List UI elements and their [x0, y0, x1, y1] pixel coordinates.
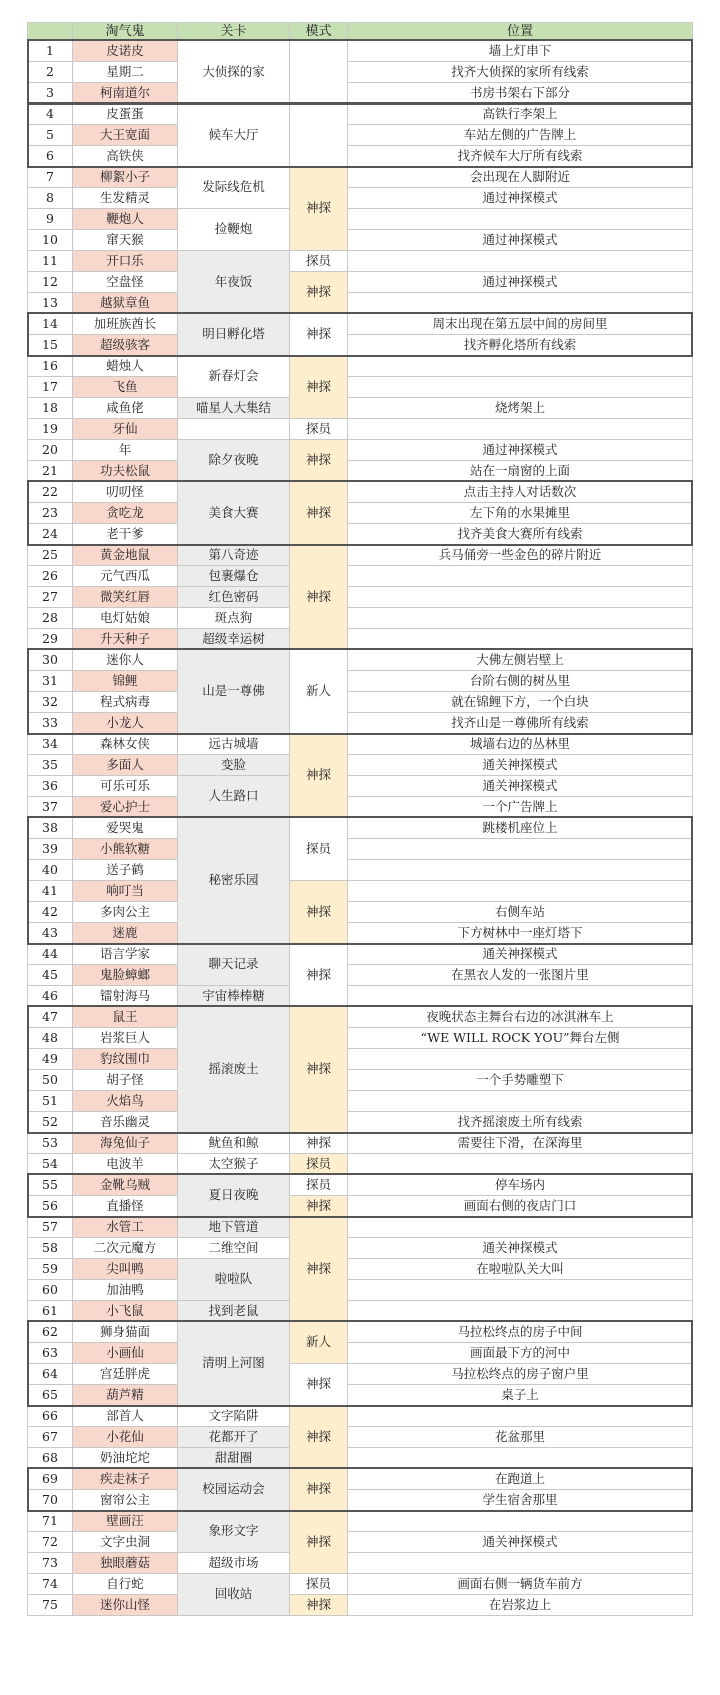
mode-label: 新人 — [289, 1321, 348, 1364]
level-name: 超级市场 — [177, 1552, 290, 1574]
ghost-name: 鼠王 — [72, 1006, 178, 1028]
level-name: 太空猴子 — [177, 1153, 290, 1175]
row-number: 12 — [27, 271, 73, 293]
ghost-name: 皮蛋蛋 — [72, 103, 178, 125]
level-name: 甜甜圈 — [177, 1447, 290, 1469]
row-number: 56 — [27, 1195, 73, 1217]
ghost-name: 葫芦精 — [72, 1384, 178, 1406]
level-name — [177, 418, 290, 440]
ghost-name: 小熊软糖 — [72, 838, 178, 860]
level-name: 山是一尊佛 — [177, 649, 290, 734]
location-text: 台阶右侧的树丛里 — [347, 670, 693, 692]
mode-label: 探员 — [289, 418, 348, 440]
ghost-name: 宫廷胖虎 — [72, 1363, 178, 1385]
row-number: 42 — [27, 901, 73, 923]
ghost-name: 电波羊 — [72, 1153, 178, 1175]
location-text — [347, 1552, 693, 1574]
ghost-name: 多面人 — [72, 754, 178, 776]
location-text: 找齐美食大赛所有线索 — [347, 523, 693, 545]
location-text — [347, 418, 693, 440]
row-number: 25 — [27, 544, 73, 566]
level-name: 大侦探的家 — [177, 40, 290, 104]
row-number: 19 — [27, 418, 73, 440]
ghost-name: 加油鸭 — [72, 1279, 178, 1301]
location-text: 车站左侧的广告牌上 — [347, 124, 693, 146]
ghost-name: 尖叫鸭 — [72, 1258, 178, 1280]
ghost-name: 窜天猴 — [72, 229, 178, 251]
location-text: 需要往下滑，在深海里 — [347, 1132, 693, 1154]
row-number: 4 — [27, 103, 73, 125]
row-number: 8 — [27, 187, 73, 209]
row-number: 27 — [27, 586, 73, 608]
location-text: 在黑衣人发的一张图片里 — [347, 964, 693, 986]
level-name: 鱿鱼和鲸 — [177, 1132, 290, 1154]
mode-label — [289, 40, 348, 104]
location-text: 站在一扇窗的上面 — [347, 460, 693, 482]
ghost-name: 电灯姑娘 — [72, 607, 178, 629]
row-number: 65 — [27, 1384, 73, 1406]
row-number: 20 — [27, 439, 73, 461]
ghost-name: 小花仙 — [72, 1426, 178, 1448]
header-ghost: 淘气鬼 — [72, 22, 178, 41]
row-number: 16 — [27, 355, 73, 377]
row-number: 60 — [27, 1279, 73, 1301]
row-number: 74 — [27, 1573, 73, 1595]
level-name: 美食大赛 — [177, 481, 290, 545]
row-number: 54 — [27, 1153, 73, 1175]
location-text — [347, 1510, 693, 1532]
ghost-name: 咸鱼佬 — [72, 397, 178, 419]
row-number: 59 — [27, 1258, 73, 1280]
mode-label: 神探 — [289, 271, 348, 314]
row-number: 49 — [27, 1048, 73, 1070]
ghost-name: 迷你人 — [72, 649, 178, 671]
level-name: 包裹爆仓 — [177, 565, 290, 587]
level-name: 宇宙棒棒糖 — [177, 985, 290, 1007]
location-text — [347, 628, 693, 650]
ghost-name: 加班族酋长 — [72, 313, 178, 335]
location-text: 找齐摇滚废土所有线索 — [347, 1111, 693, 1133]
mode-label: 神探 — [289, 1468, 348, 1511]
location-text — [347, 859, 693, 881]
location-text: 烧烤架上 — [347, 397, 693, 419]
location-text: 通关神探模式 — [347, 775, 693, 797]
row-number: 43 — [27, 922, 73, 944]
location-text: 书房书架右下部分 — [347, 82, 693, 104]
level-name: 二维空间 — [177, 1237, 290, 1259]
row-number: 22 — [27, 481, 73, 503]
mode-label: 神探 — [289, 733, 348, 818]
header-location: 位置 — [347, 22, 693, 41]
ghost-name: 海兔仙子 — [72, 1132, 178, 1154]
row-number: 51 — [27, 1090, 73, 1112]
level-name: 花都开了 — [177, 1426, 290, 1448]
level-name: 秘密乐园 — [177, 817, 290, 944]
location-text: 一个广告牌上 — [347, 796, 693, 818]
ghost-name: 镭射海马 — [72, 985, 178, 1007]
location-text — [347, 376, 693, 398]
location-text: 点击主持人对话数次 — [347, 481, 693, 503]
ghost-name: 黄金地鼠 — [72, 544, 178, 566]
level-name: 第八奇迹 — [177, 544, 290, 566]
level-name: 校园运动会 — [177, 1468, 290, 1511]
ghost-name: 叨叨怪 — [72, 481, 178, 503]
row-number: 40 — [27, 859, 73, 881]
mode-label: 神探 — [289, 439, 348, 482]
level-name: 变脸 — [177, 754, 290, 776]
ghost-name: 疾走袜子 — [72, 1468, 178, 1490]
row-number: 24 — [27, 523, 73, 545]
row-number: 47 — [27, 1006, 73, 1028]
ghost-name: 独眼蘑菇 — [72, 1552, 178, 1574]
location-text: 画面右侧的夜店门口 — [347, 1195, 693, 1217]
row-number: 68 — [27, 1447, 73, 1469]
ghost-name: 文字虫洞 — [72, 1531, 178, 1553]
ghost-name: 星期二 — [72, 61, 178, 83]
row-number: 73 — [27, 1552, 73, 1574]
ghost-name: 金靴乌贼 — [72, 1174, 178, 1196]
ghost-name: 直播怪 — [72, 1195, 178, 1217]
location-text: 通关神探模式 — [347, 754, 693, 776]
level-name: 清明上河图 — [177, 1321, 290, 1406]
row-number: 64 — [27, 1363, 73, 1385]
location-text: 通关神探模式 — [347, 1237, 693, 1259]
row-number: 13 — [27, 292, 73, 314]
ghost-name: 飞鱼 — [72, 376, 178, 398]
location-text: 通过神探模式 — [347, 271, 693, 293]
mode-label: 探员 — [289, 1153, 348, 1175]
row-number: 5 — [27, 124, 73, 146]
level-name: 夏日夜晚 — [177, 1174, 290, 1217]
ghost-name: 豹纹围巾 — [72, 1048, 178, 1070]
ghost-name: 程式病毒 — [72, 691, 178, 713]
ghost-name: 超级骇客 — [72, 334, 178, 356]
level-name: 捡鞭炮 — [177, 208, 290, 251]
mode-label: 神探 — [289, 1006, 348, 1133]
location-text: 画面最下方的河中 — [347, 1342, 693, 1364]
row-number: 52 — [27, 1111, 73, 1133]
ghost-name: 功夫松鼠 — [72, 460, 178, 482]
row-number: 75 — [27, 1594, 73, 1616]
ghost-name: 蜡烛人 — [72, 355, 178, 377]
location-text: 停车场内 — [347, 1174, 693, 1196]
row-number: 2 — [27, 61, 73, 83]
location-text: 找齐山是一尊佛所有线索 — [347, 712, 693, 734]
row-number: 66 — [27, 1405, 73, 1427]
location-text — [347, 1279, 693, 1301]
mode-label: 神探 — [289, 481, 348, 545]
location-text — [347, 838, 693, 860]
level-name: 聊天记录 — [177, 943, 290, 986]
mode-label: 神探 — [289, 313, 348, 356]
level-name: 斑点狗 — [177, 607, 290, 629]
ghost-name: 水管工 — [72, 1216, 178, 1238]
level-name: 红色密码 — [177, 586, 290, 608]
row-number: 11 — [27, 250, 73, 272]
ghost-name: 开口乐 — [72, 250, 178, 272]
header-num — [27, 22, 73, 41]
location-text: 通关神探模式 — [347, 943, 693, 965]
ghost-name: 爱哭鬼 — [72, 817, 178, 839]
location-text: 花盆那里 — [347, 1426, 693, 1448]
row-number: 10 — [27, 229, 73, 251]
location-text — [347, 355, 693, 377]
location-text: 找齐孵化塔所有线索 — [347, 334, 693, 356]
mode-label: 神探 — [289, 1363, 348, 1406]
location-text: 下方树林中一座灯塔下 — [347, 922, 693, 944]
location-text: 马拉松终点的房子窗户里 — [347, 1363, 693, 1385]
mode-label: 探员 — [289, 1573, 348, 1595]
mode-label: 探员 — [289, 1174, 348, 1196]
level-name: 回收站 — [177, 1573, 290, 1616]
mode-label: 神探 — [289, 1216, 348, 1322]
location-text: 大佛左侧岩壁上 — [347, 649, 693, 671]
row-number: 37 — [27, 796, 73, 818]
header-level: 关卡 — [177, 22, 290, 41]
ghost-name: 越狱章鱼 — [72, 292, 178, 314]
ghost-name: 可乐可乐 — [72, 775, 178, 797]
location-text: “WE WILL ROCK YOU”舞台左侧 — [347, 1027, 693, 1049]
ghost-name: 牙仙 — [72, 418, 178, 440]
ghost-name: 多肉公主 — [72, 901, 178, 923]
ghost-name: 爱心护士 — [72, 796, 178, 818]
row-number: 62 — [27, 1321, 73, 1343]
location-text — [347, 985, 693, 1007]
location-text: 右侧车站 — [347, 901, 693, 923]
row-number: 29 — [27, 628, 73, 650]
ghost-name: 年 — [72, 439, 178, 461]
row-number: 1 — [27, 40, 73, 62]
ghost-name: 生发精灵 — [72, 187, 178, 209]
ghost-name: 锦鲤 — [72, 670, 178, 692]
ghost-name: 语言学家 — [72, 943, 178, 965]
level-name: 明日孵化塔 — [177, 313, 290, 356]
level-name: 人生路口 — [177, 775, 290, 818]
row-number: 41 — [27, 880, 73, 902]
row-number: 58 — [27, 1237, 73, 1259]
mode-label: 神探 — [289, 355, 348, 419]
location-text: 会出现在人脚附近 — [347, 166, 693, 188]
level-name: 摇滚废土 — [177, 1006, 290, 1133]
location-text: 通关神探模式 — [347, 1531, 693, 1553]
location-text: 桌子上 — [347, 1384, 693, 1406]
mode-label: 神探 — [289, 166, 348, 251]
mode-label: 神探 — [289, 880, 348, 944]
ghost-name: 胡子怪 — [72, 1069, 178, 1091]
location-text: 通过神探模式 — [347, 187, 693, 209]
row-number: 32 — [27, 691, 73, 713]
ghost-name: 空盘怪 — [72, 271, 178, 293]
row-number: 55 — [27, 1174, 73, 1196]
row-number: 72 — [27, 1531, 73, 1553]
ghost-name: 柯南道尔 — [72, 82, 178, 104]
row-number: 61 — [27, 1300, 73, 1322]
row-number: 34 — [27, 733, 73, 755]
row-number: 9 — [27, 208, 73, 230]
row-number: 46 — [27, 985, 73, 1007]
location-text — [347, 607, 693, 629]
location-text: 左下角的水果摊里 — [347, 502, 693, 524]
mode-label: 探员 — [289, 250, 348, 272]
location-text — [347, 1153, 693, 1175]
row-number: 50 — [27, 1069, 73, 1091]
row-number: 31 — [27, 670, 73, 692]
header-mode: 模式 — [289, 22, 348, 41]
location-text — [347, 1300, 693, 1322]
location-text — [347, 208, 693, 230]
row-number: 53 — [27, 1132, 73, 1154]
location-text — [347, 1048, 693, 1070]
level-name: 啦啦队 — [177, 1258, 290, 1301]
row-number: 23 — [27, 502, 73, 524]
row-number: 67 — [27, 1426, 73, 1448]
row-number: 48 — [27, 1027, 73, 1049]
ghost-name: 升天种子 — [72, 628, 178, 650]
level-name: 远古城墙 — [177, 733, 290, 755]
ghost-name: 森林女侠 — [72, 733, 178, 755]
location-text — [347, 1090, 693, 1112]
location-text: 通过神探模式 — [347, 229, 693, 251]
location-text — [347, 292, 693, 314]
location-text: 墙上灯串下 — [347, 40, 693, 62]
mode-label: 探员 — [289, 817, 348, 881]
row-number: 30 — [27, 649, 73, 671]
row-number: 14 — [27, 313, 73, 335]
ghost-name: 大王宽面 — [72, 124, 178, 146]
level-name: 候车大厅 — [177, 103, 290, 167]
ghost-name: 岩浆巨人 — [72, 1027, 178, 1049]
row-number: 63 — [27, 1342, 73, 1364]
row-number: 17 — [27, 376, 73, 398]
location-text: 找齐大侦探的家所有线索 — [347, 61, 693, 83]
row-number: 45 — [27, 964, 73, 986]
location-text: 兵马俑旁一些金色的碎片附近 — [347, 544, 693, 566]
ghost-name: 柳絮小子 — [72, 166, 178, 188]
location-text: 在岩浆边上 — [347, 1594, 693, 1616]
location-text — [347, 1216, 693, 1238]
row-number: 21 — [27, 460, 73, 482]
location-text: 通过神探模式 — [347, 439, 693, 461]
location-text — [347, 880, 693, 902]
ghost-name: 贪吃龙 — [72, 502, 178, 524]
location-text: 找齐候车大厅所有线索 — [347, 145, 693, 167]
row-number: 15 — [27, 334, 73, 356]
ghost-name: 迷鹿 — [72, 922, 178, 944]
ghost-name: 小飞鼠 — [72, 1300, 178, 1322]
location-text: 跳楼机座位上 — [347, 817, 693, 839]
location-text: 夜晚状态主舞台右边的冰淇淋车上 — [347, 1006, 693, 1028]
row-number: 44 — [27, 943, 73, 965]
level-name: 除夕夜晚 — [177, 439, 290, 482]
row-number: 35 — [27, 754, 73, 776]
location-text — [347, 565, 693, 587]
ghost-name: 自行蛇 — [72, 1573, 178, 1595]
ghost-name: 送子鹤 — [72, 859, 178, 881]
ghost-name: 迷你山怪 — [72, 1594, 178, 1616]
ghost-name: 微笑红唇 — [72, 586, 178, 608]
mode-label: 神探 — [289, 1405, 348, 1469]
ghost-name: 小画仙 — [72, 1342, 178, 1364]
ghost-name: 部首人 — [72, 1405, 178, 1427]
row-number: 3 — [27, 82, 73, 104]
location-text: 周末出现在第五层中间的房间里 — [347, 313, 693, 335]
level-name: 喵星人大集结 — [177, 397, 290, 419]
ghost-name: 狮身猫面 — [72, 1321, 178, 1343]
mode-label — [289, 103, 348, 167]
ghost-name: 皮诺皮 — [72, 40, 178, 62]
ghost-table — [27, 22, 692, 1652]
location-text: 马拉松终点的房子中间 — [347, 1321, 693, 1343]
mode-label: 神探 — [289, 1510, 348, 1574]
location-text: 就在锦鲤下方，一个白块 — [347, 691, 693, 713]
location-text: 学生宿舍那里 — [347, 1489, 693, 1511]
location-text: 一个手势雕塑下 — [347, 1069, 693, 1091]
mode-label: 神探 — [289, 544, 348, 650]
level-name: 象形文字 — [177, 1510, 290, 1553]
ghost-name: 老干爹 — [72, 523, 178, 545]
row-number: 28 — [27, 607, 73, 629]
mode-label: 神探 — [289, 1594, 348, 1616]
row-number: 7 — [27, 166, 73, 188]
location-text: 在跑道上 — [347, 1468, 693, 1490]
row-number: 70 — [27, 1489, 73, 1511]
level-name: 发际线危机 — [177, 166, 290, 209]
mode-label: 神探 — [289, 1195, 348, 1217]
row-number: 57 — [27, 1216, 73, 1238]
row-number: 38 — [27, 817, 73, 839]
row-number: 18 — [27, 397, 73, 419]
ghost-name: 壁画汪 — [72, 1510, 178, 1532]
location-text — [347, 1447, 693, 1469]
level-name: 超级幸运树 — [177, 628, 290, 650]
ghost-name: 元气西瓜 — [72, 565, 178, 587]
ghost-name: 窗帘公主 — [72, 1489, 178, 1511]
mode-label: 神探 — [289, 943, 348, 1007]
ghost-name: 音乐幽灵 — [72, 1111, 178, 1133]
location-text: 在啦啦队关大叫 — [347, 1258, 693, 1280]
row-number: 36 — [27, 775, 73, 797]
ghost-name: 响叮当 — [72, 880, 178, 902]
ghost-name: 二次元魔方 — [72, 1237, 178, 1259]
location-text: 城墙右边的丛林里 — [347, 733, 693, 755]
mode-label: 新人 — [289, 649, 348, 734]
level-name: 找到老鼠 — [177, 1300, 290, 1322]
row-number: 39 — [27, 838, 73, 860]
location-text — [347, 250, 693, 272]
level-name: 地下管道 — [177, 1216, 290, 1238]
mode-label: 神探 — [289, 1132, 348, 1154]
location-text: 画面右侧一辆货车前方 — [347, 1573, 693, 1595]
location-text — [347, 1405, 693, 1427]
row-number: 69 — [27, 1468, 73, 1490]
row-number: 71 — [27, 1510, 73, 1532]
row-number: 26 — [27, 565, 73, 587]
level-name: 新春灯会 — [177, 355, 290, 398]
ghost-name: 高铁侠 — [72, 145, 178, 167]
location-text — [347, 586, 693, 608]
level-name: 年夜饭 — [177, 250, 290, 314]
row-number: 6 — [27, 145, 73, 167]
ghost-name: 小龙人 — [72, 712, 178, 734]
ghost-name: 奶油坨坨 — [72, 1447, 178, 1469]
location-text: 高铁行李架上 — [347, 103, 693, 125]
ghost-name: 鞭炮人 — [72, 208, 178, 230]
ghost-name: 火焰鸟 — [72, 1090, 178, 1112]
ghost-name: 鬼脸蟑螂 — [72, 964, 178, 986]
row-number: 33 — [27, 712, 73, 734]
level-name: 文字陷阱 — [177, 1405, 290, 1427]
